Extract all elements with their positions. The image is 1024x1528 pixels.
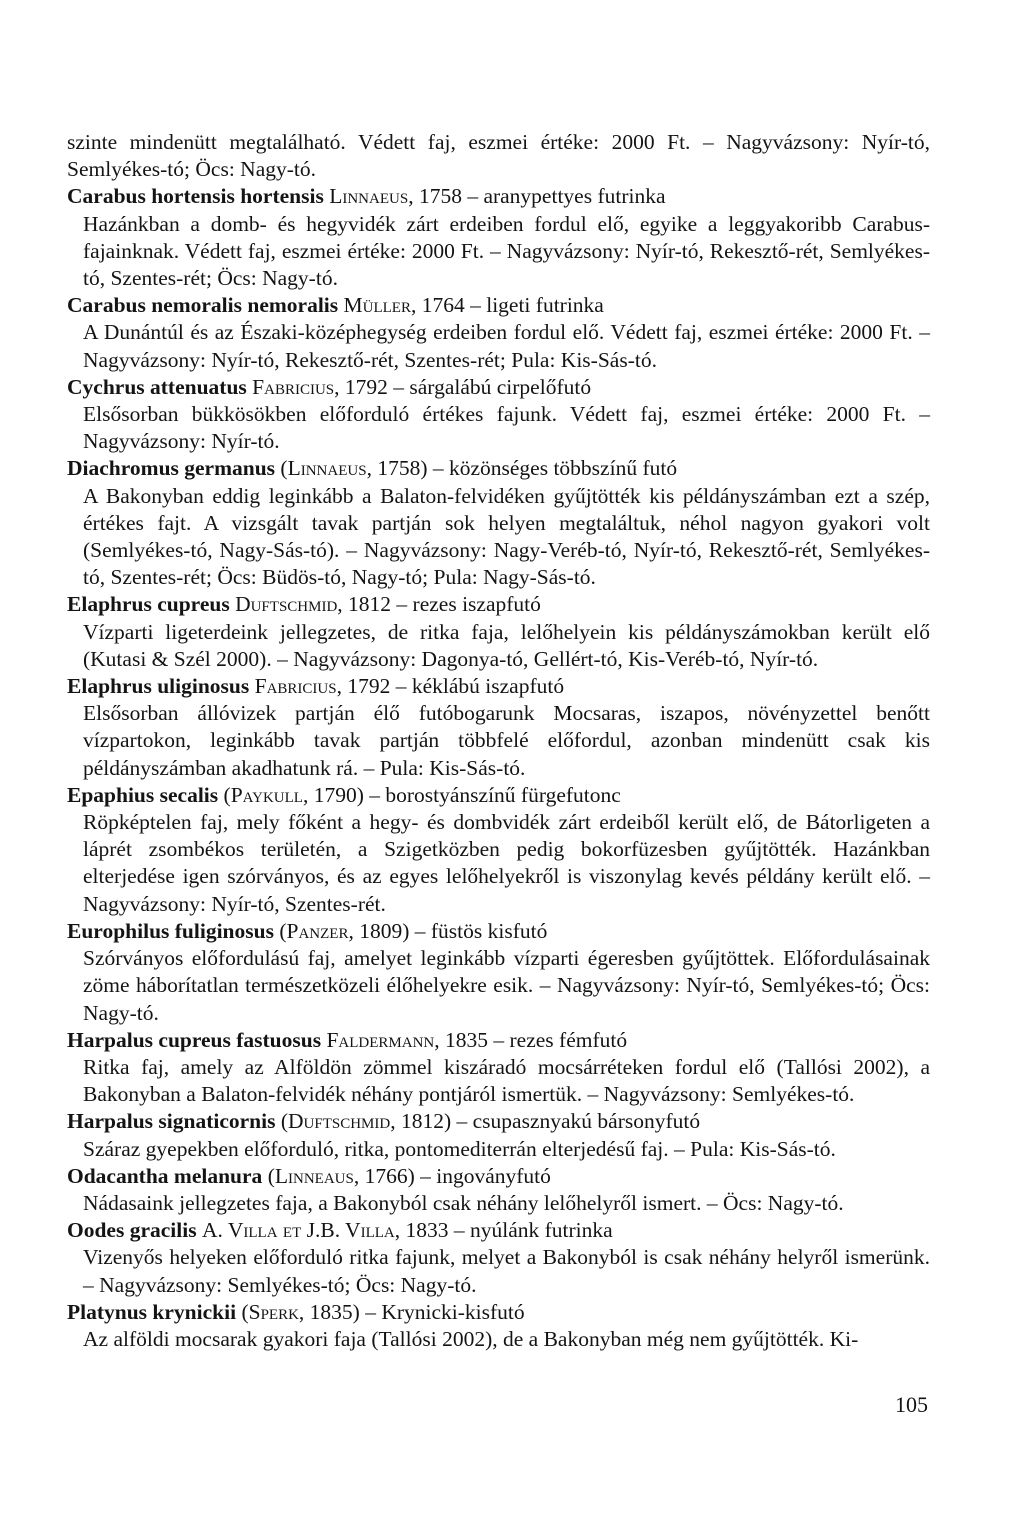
species-author: Sperk bbox=[248, 1299, 299, 1324]
species-year-common-name: , 1835) – Krynicki-kisfutó bbox=[298, 1299, 525, 1324]
species-name: Elaphrus uliginosus bbox=[67, 674, 250, 699]
species-author: Fabricius bbox=[252, 374, 335, 399]
species-entry bbox=[67, 183, 930, 292]
species-entry bbox=[67, 1299, 930, 1353]
author-prefix: ( bbox=[218, 782, 231, 807]
species-name: Cychrus attenuatus bbox=[67, 374, 247, 399]
species-author: Panzer bbox=[286, 918, 349, 943]
species-description: Az alföldi mocsarak gyakori faja (Tallósi 2002), de a Bakonyban még nem gyűjtötték. Ki- bbox=[83, 1326, 859, 1351]
intro-paragraph: szinte mindenütt megtalálható. Védett faj, eszmei értéke: 2000 Ft. – Nagyvázsony: Nyír-tó, Semlyékes-tó; Öcs: Nagy-tó. bbox=[67, 130, 930, 182]
species-description: Ritka faj, amely az Alföldön zömmel kiszáradó mocsárréteken fordul elő (Tallósi 2002), a Bakonyban a Balaton-felvidék néhány pontjáról ismertük. – Nagyvázsony: Semlyékes-tó. bbox=[83, 1054, 930, 1107]
species-heading bbox=[67, 782, 930, 809]
species-list bbox=[67, 183, 930, 1353]
species-heading bbox=[67, 673, 930, 700]
species-name: Platynus krynickii bbox=[67, 1299, 237, 1324]
species-entry bbox=[67, 673, 930, 782]
page-body bbox=[67, 129, 930, 1353]
species-author: Paykull bbox=[230, 782, 303, 807]
species-author: Fabricius bbox=[254, 674, 337, 699]
species-year-common-name: , 1764 – ligeti futrinka bbox=[410, 293, 604, 318]
species-entry bbox=[67, 455, 930, 591]
author-prefix: ( bbox=[275, 456, 288, 481]
species-year-common-name: , 1835 – rezes fémfutó bbox=[434, 1027, 628, 1052]
species-year-common-name: , 1766) – ingoványfutó bbox=[353, 1163, 551, 1188]
species-entry bbox=[67, 1163, 930, 1217]
author-prefix: ( bbox=[236, 1299, 249, 1324]
species-heading bbox=[67, 292, 930, 319]
species-heading bbox=[67, 183, 930, 210]
species-name: Epaphius secalis bbox=[67, 782, 219, 807]
species-description: A Bakonyban eddig leginkább a Balaton-felvidéken gyűjtötték kis példányszámban ezt a szép, értékes fajt. A vizsgált tavak partján sok helyen megtaláltuk, néhol nagyon gyakori volt (Semlyékes-tó, Nagy-Sás-tó). – Nagyvázsony: Nagy-Veréb-tó, Nyír-tó, Rekesztő-rét, Semlyékes-tó, Szentes-rét; Öcs: Büdös-tó, Nagy-tó; Pula: Nagy-Sás-tó. bbox=[83, 483, 930, 590]
species-heading bbox=[67, 374, 930, 401]
species-author: Duftschmid bbox=[235, 592, 338, 617]
species-entry bbox=[67, 1027, 930, 1109]
species-entry bbox=[67, 292, 930, 374]
species-year-common-name: , 1792 – kéklábú iszapfutó bbox=[336, 674, 565, 699]
species-heading bbox=[67, 591, 930, 618]
species-name: Oodes gracilis bbox=[67, 1218, 197, 1243]
species-entry bbox=[67, 918, 930, 1027]
species-heading bbox=[67, 455, 930, 482]
species-description: Száraz gyepekben előforduló, ritka, pontomediterrán elterjedésű faj. – Pula: Kis-Sás-tó. bbox=[83, 1136, 836, 1161]
species-name: Europhilus fuliginosus bbox=[67, 918, 274, 943]
author-prefix: ( bbox=[262, 1163, 275, 1188]
species-heading bbox=[67, 1163, 930, 1190]
species-description: Vízparti ligeterdeink jellegzetes, de ritka faja, lelőhelyein kis példányszámokban került elő (Kutasi & Szél 2000). – Nagyvázsony: Dagonya-tó, Gellért-tó, Kis-Veréb-tó, Nyír-tó. bbox=[83, 619, 930, 671]
species-author: Müller bbox=[343, 293, 411, 318]
species-name: Odacantha melanura bbox=[67, 1163, 263, 1188]
species-year-common-name: , 1758 – aranypettyes futrinka bbox=[408, 184, 666, 209]
species-entry bbox=[67, 782, 930, 918]
species-author: Linnaeus bbox=[329, 184, 409, 209]
species-description: Vizenyős helyeken előforduló ritka fajunk, melyet a Bakonyból is csak néhány helyről ismerünk. – Nagyvázsony: Semlyékes-tó; Öcs: Nagy-tó. bbox=[83, 1245, 930, 1297]
species-name: Carabus hortensis hortensis bbox=[67, 184, 324, 209]
species-heading bbox=[67, 1217, 930, 1244]
species-name: Diachromus germanus bbox=[67, 456, 276, 481]
page-number: 105 bbox=[895, 1392, 928, 1417]
species-author: Linneaus bbox=[274, 1163, 354, 1188]
species-year-common-name: , 1833 – nyúlánk futrinka bbox=[394, 1218, 613, 1243]
species-year-common-name: , 1792 – sárgalábú cirpelőfutó bbox=[334, 374, 592, 399]
species-author: Duftschmid bbox=[288, 1109, 391, 1134]
species-entry bbox=[67, 591, 930, 673]
species-entry bbox=[67, 1217, 930, 1299]
species-year-common-name: , 1812) – csupasznyakú bársonyfutó bbox=[390, 1109, 701, 1134]
species-heading bbox=[67, 918, 930, 945]
species-author: Faldermann bbox=[326, 1027, 435, 1052]
species-description: Nádasaink jellegzetes faja, a Bakonyból csak néhány lelőhelyről ismert. – Öcs: Nagy-tó. bbox=[83, 1190, 844, 1215]
species-name: Elaphrus cupreus bbox=[67, 592, 230, 617]
author-prefix: ( bbox=[275, 1109, 289, 1134]
species-description: Elsősorban bükkösökben előforduló értékes fajunk. Védett faj, eszmei értéke: 2000 Ft. – Nagyvázsony: Nyír-tó. bbox=[83, 402, 930, 454]
species-name: Harpalus cupreus fastuosus bbox=[67, 1027, 322, 1052]
species-year-common-name: , 1790) – borostyánszínű fürgefutonc bbox=[302, 782, 621, 807]
species-heading bbox=[67, 1108, 930, 1135]
species-entry bbox=[67, 1108, 930, 1162]
species-description: Elsősorban állóvizek partján élő futóbogarunk Mocsaras, iszapos, növényzettel benőtt vízpartokon, leginkább tavak partján többfelé előfordul, azonban mindenütt csak kis példányszámban akadhatunk rá. – Pula: Kis-Sás-tó. bbox=[83, 701, 930, 780]
author-prefix: ( bbox=[273, 918, 287, 943]
species-description: A Dunántúl és az Északi-középhegység erdeiben fordul elő. Védett faj, eszmei értéke: 2000 Ft. – Nagyvázsony: Nyír-tó, Rekesztő-rét, Szentes-rét; Pula: Kis-Sás-tó. bbox=[83, 320, 930, 372]
species-description: Szórványos előfordulású faj, amelyet leginkább vízparti égeresben gyűjtöttek. Előfordulásainak zöme háborítatlan természetközeli élőhelyekre esik. – Nagyvázsony: Nyír-tó, Semlyékes-tó; Öcs: Nagy-tó. bbox=[83, 946, 930, 1025]
species-year-common-name: , 1809) – füstös kisfutó bbox=[348, 918, 548, 943]
species-author: A. Villa et J.B. Villa bbox=[201, 1218, 395, 1243]
species-heading bbox=[67, 1027, 930, 1054]
species-year-common-name: , 1758) – közönséges többszínű futó bbox=[366, 456, 678, 481]
species-description: Röpképtelen faj, mely főként a hegy- és dombvidék zárt erdeiből került elő, de Bátorligeten a láprét zsombékos területén, a Szigetközben pedig bokorfüzesben gyűjtötték. Hazánkban elterjedése igen szórványos, és az egyes lelőhelyekről is viszonylag kevés példány került elő. – Nagyvázsony: Nyír-tó, Szentes-rét. bbox=[83, 810, 930, 916]
species-name: Carabus nemoralis nemoralis bbox=[67, 293, 339, 318]
species-year-common-name: , 1812 – rezes iszapfutó bbox=[337, 592, 541, 617]
species-entry bbox=[67, 374, 930, 456]
species-name: Harpalus signaticornis bbox=[67, 1109, 276, 1134]
species-heading bbox=[67, 1299, 930, 1326]
species-author: Linnaeus bbox=[287, 456, 367, 481]
species-description: Hazánkban a domb- és hegyvidék zárt erdeiben fordul elő, egyike a leggyakoribb Carabus-fajainknak. Védett faj, eszmei értéke: 2000 Ft. – Nagyvázsony: Nyír-tó, Rekesztő-rét, Semlyékes-tó, Szentes-rét; Öcs: Nagy-tó. bbox=[83, 211, 930, 291]
